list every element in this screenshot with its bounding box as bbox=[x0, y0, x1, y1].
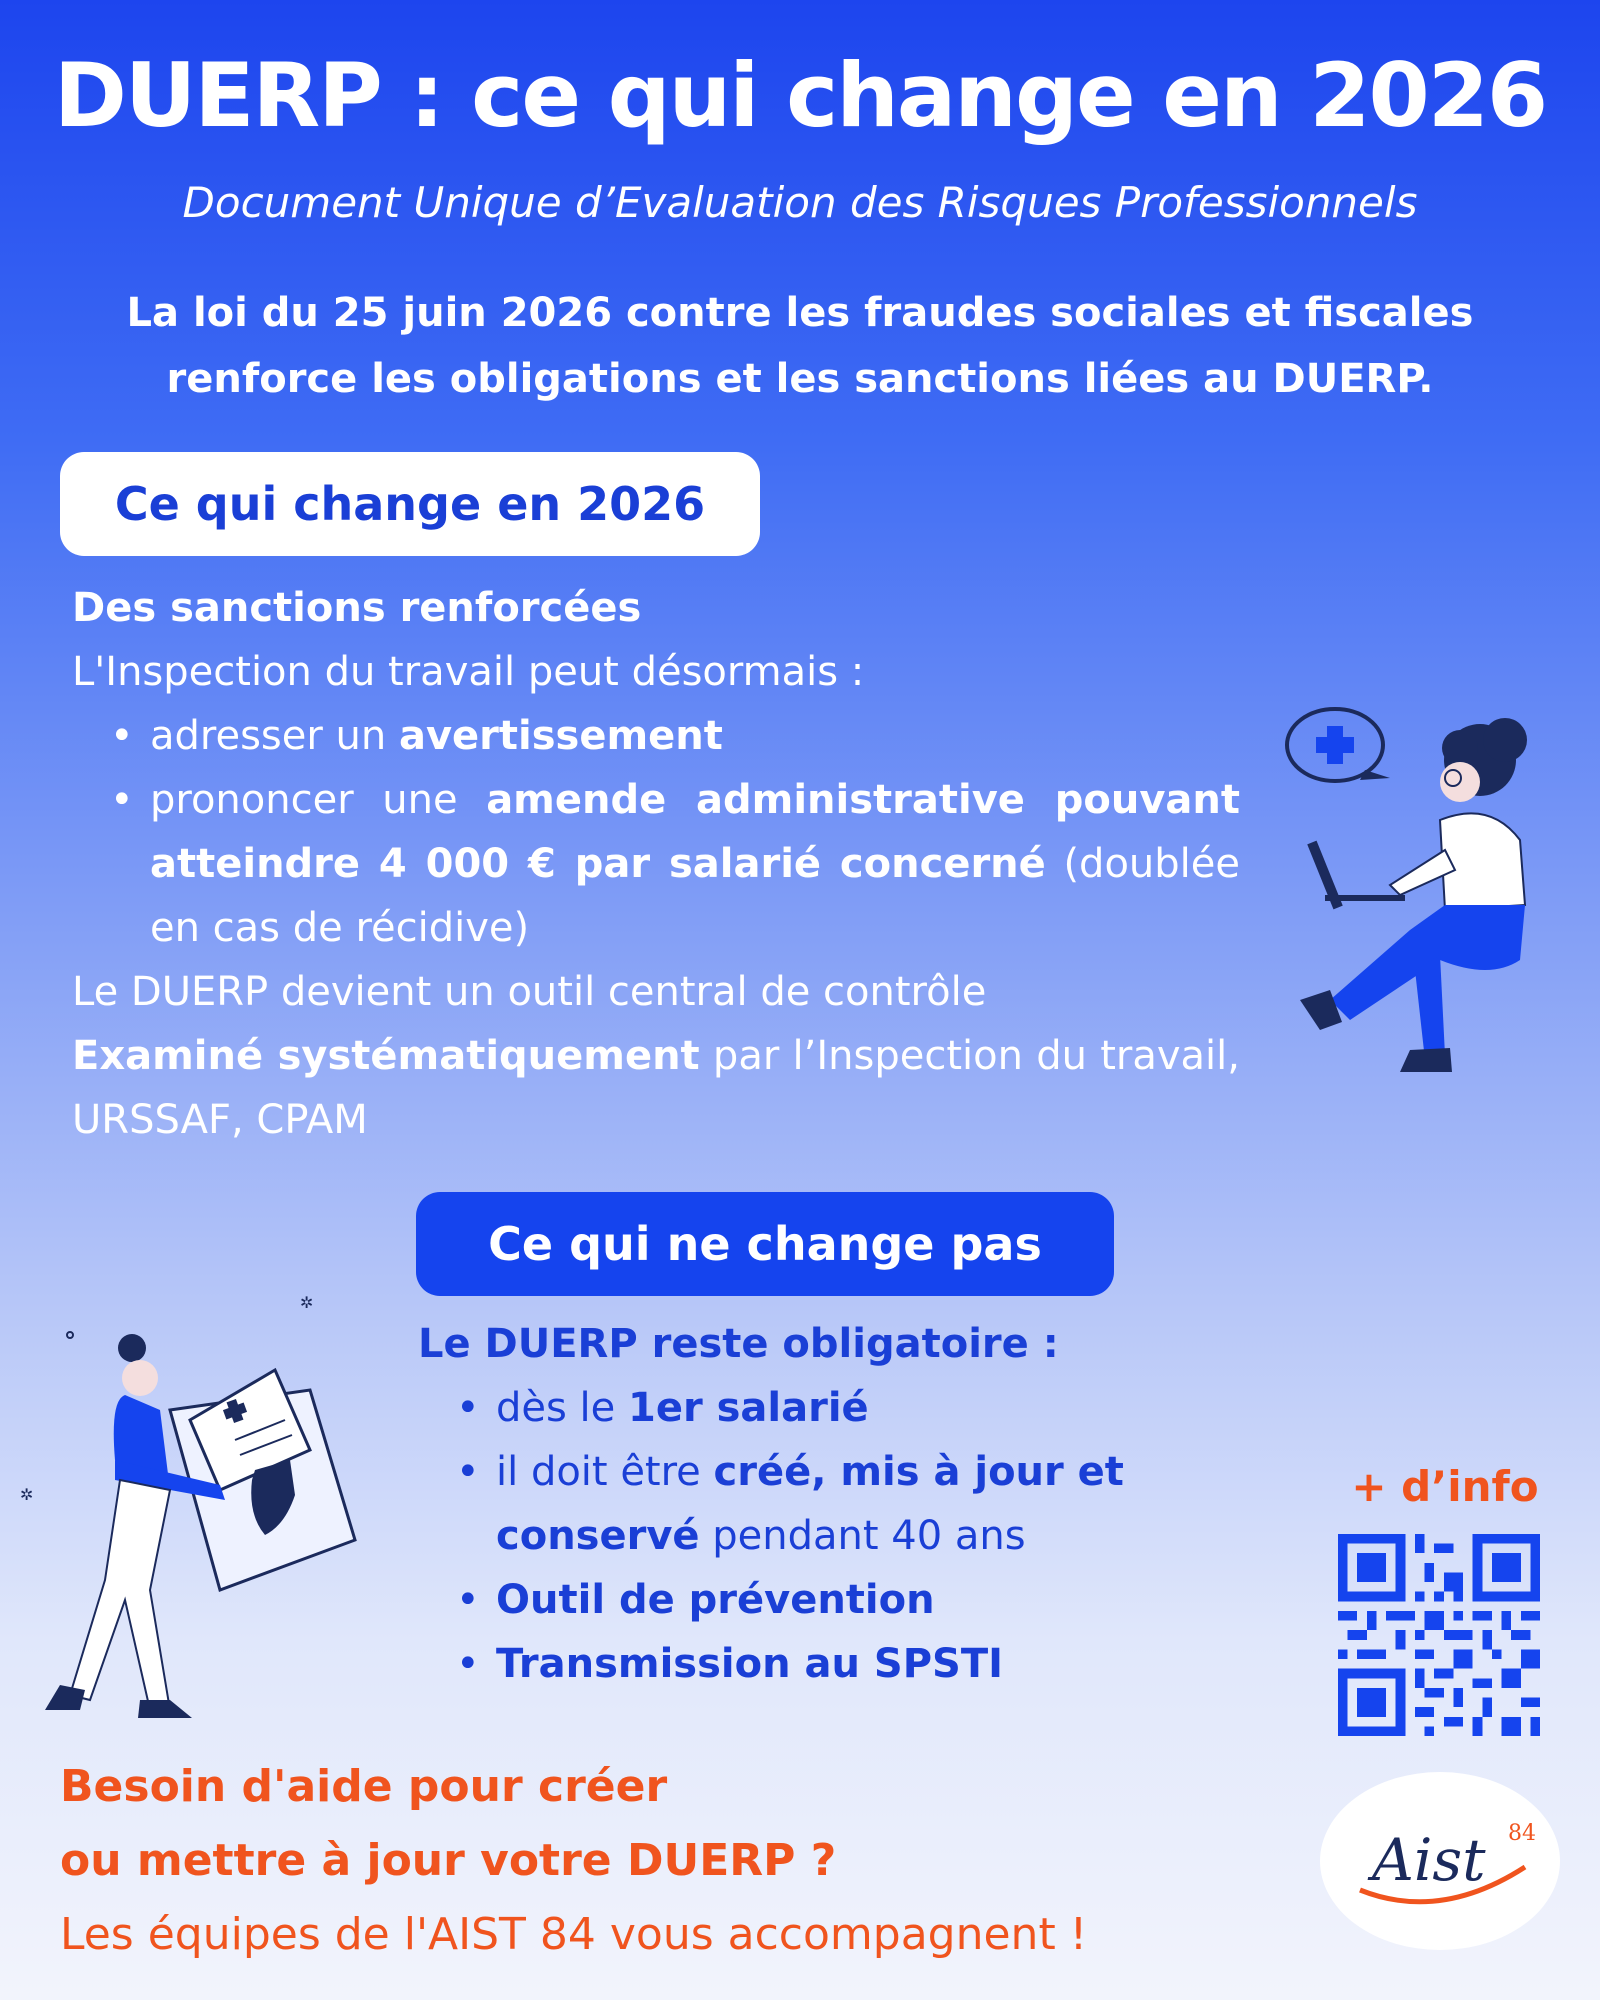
section-unchanged-body bbox=[418, 1312, 1218, 1696]
list-item bbox=[150, 768, 1240, 960]
intro-text bbox=[40, 280, 1560, 412]
svg-text:✲: ✲ bbox=[300, 1293, 314, 1312]
bullet-bold: Outil de prévention bbox=[496, 1577, 935, 1623]
cta-line-2: ou mettre à jour votre DUERP ? bbox=[60, 1835, 837, 1886]
examined-rest: par l’Inspection du travail, URSSAF, CPAM bbox=[72, 1033, 1240, 1143]
list-item bbox=[496, 1440, 1218, 1568]
logo-number: 84 bbox=[1508, 1821, 1536, 1846]
list-item bbox=[496, 1376, 1218, 1440]
qr-code[interactable] bbox=[1338, 1534, 1540, 1736]
list-item bbox=[496, 1632, 1218, 1696]
section-changes-lead: L'Inspection du travail peut désormais : bbox=[72, 649, 865, 695]
bullet-bold: avertissement bbox=[398, 713, 723, 759]
svg-text:✲: ✲ bbox=[20, 1485, 34, 1504]
examined-bold: Examiné systématiquement bbox=[72, 1033, 700, 1079]
section-changes-heading: Des sanctions renforcées bbox=[72, 585, 642, 631]
bullet-text: pendant 40 ans bbox=[699, 1513, 1026, 1559]
bullet-text: adresser un bbox=[150, 713, 399, 759]
bullet-text: il doit être bbox=[496, 1449, 714, 1495]
logo-name: Aist bbox=[1372, 1826, 1486, 1894]
examined-text bbox=[72, 1024, 1240, 1152]
central-tool-text: Le DUERP devient un outil central de contrôle bbox=[72, 969, 987, 1015]
bullet-text: dès le bbox=[496, 1385, 628, 1431]
person-laptop-illustration bbox=[1250, 700, 1550, 1100]
section-changes-pill: Ce qui change en 2026 bbox=[60, 452, 760, 556]
section-changes-body bbox=[72, 576, 1240, 1152]
section-unchanged-pill: Ce qui ne change pas bbox=[416, 1192, 1114, 1296]
intro-line-2: renforce les obligations et les sanctions liées au DUERP. bbox=[166, 356, 1434, 402]
bullet-text: (doublée en cas de récidive) bbox=[150, 841, 1240, 951]
list-item bbox=[496, 1568, 1218, 1632]
obligations-list bbox=[418, 1376, 1218, 1696]
call-to-action bbox=[60, 1750, 1260, 1972]
page-title: DUERP : ce qui change en 2026 bbox=[53, 44, 1547, 147]
list-item bbox=[150, 704, 1240, 768]
sanctions-list bbox=[72, 704, 1240, 960]
medical-speech-bubble-icon bbox=[1287, 709, 1390, 781]
bullet-bold: Transmission au SPSTI bbox=[496, 1641, 1003, 1687]
cta-line-1: Besoin d'aide pour créer bbox=[60, 1761, 668, 1812]
aist-logo-mark bbox=[1320, 1772, 1560, 1950]
bullet-bold: 1er salarié bbox=[628, 1385, 869, 1431]
page-subtitle: Document Unique d’Evaluation des Risques Professionnels bbox=[182, 178, 1418, 227]
cta-line-3: Les équipes de l'AIST 84 vous accompagnent ! bbox=[60, 1909, 1088, 1960]
section-unchanged-heading: Le DUERP reste obligatoire : bbox=[418, 1321, 1059, 1367]
bullet-text: prononcer une bbox=[150, 777, 487, 823]
aist-logo bbox=[1320, 1772, 1560, 1950]
bullet-bold: créé, mis à jour et conservé bbox=[496, 1449, 1124, 1559]
more-info-label: + d’info bbox=[1351, 1462, 1539, 1511]
bullet-bold: amende administrative pouvant atteindre 4 000 € par salarié concerné bbox=[150, 777, 1240, 887]
intro-line-1: La loi du 25 juin 2026 contre les fraudes sociales et fiscales bbox=[126, 290, 1474, 336]
person-folder-illustration bbox=[20, 1290, 380, 1720]
